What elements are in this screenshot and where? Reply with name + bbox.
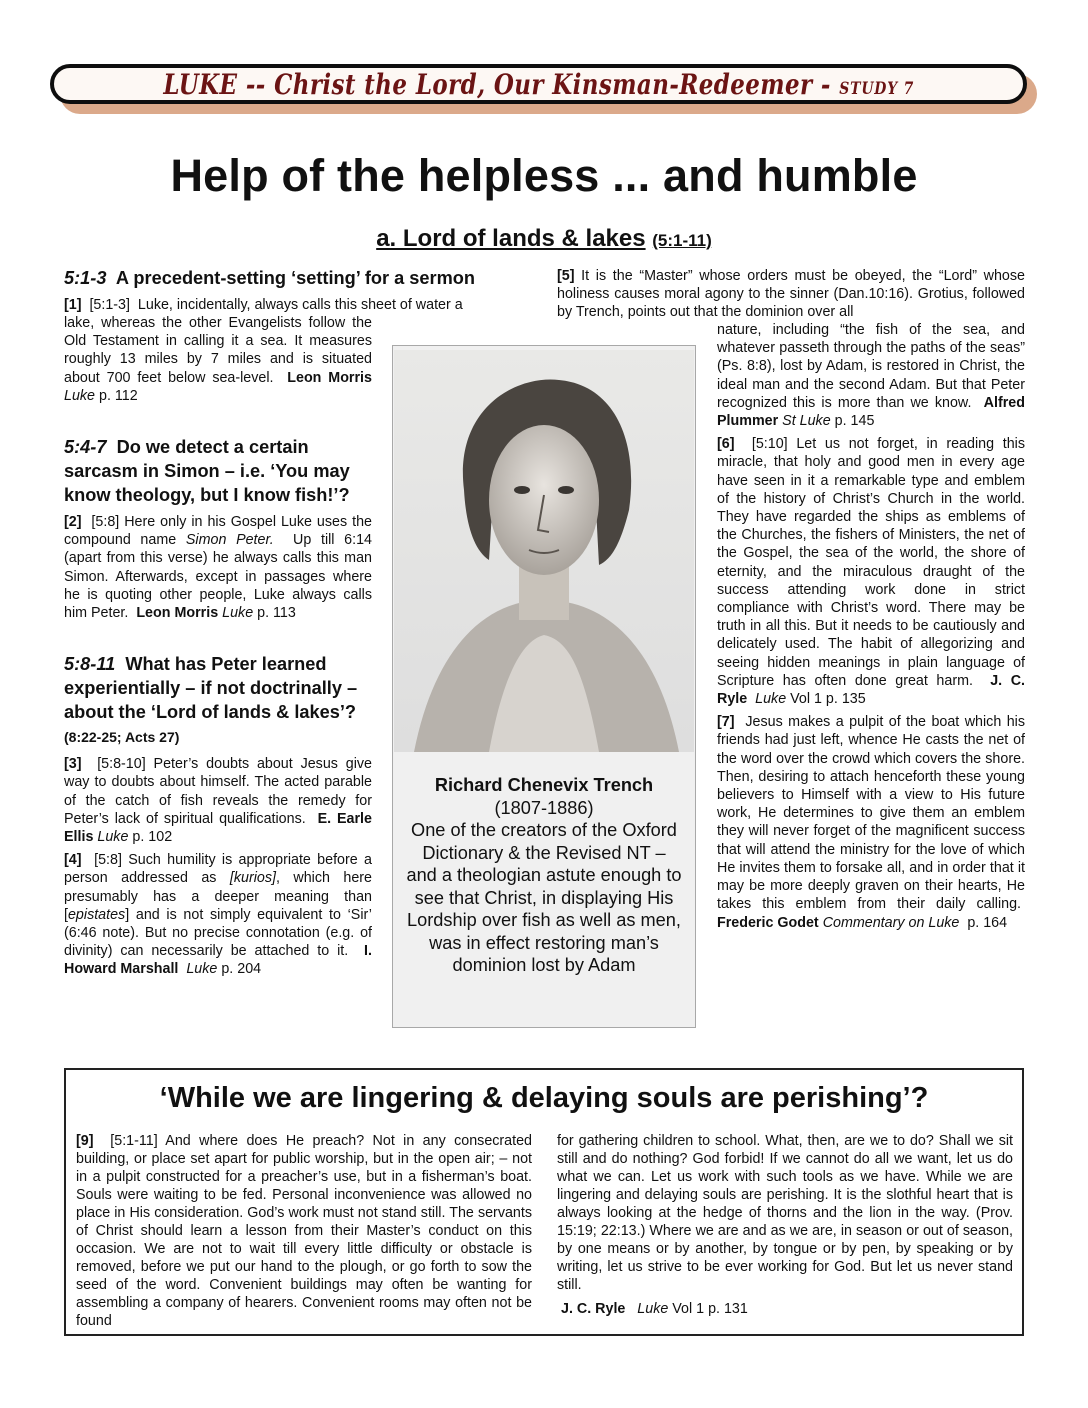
portrait-name: Richard Chenevix Trench: [434, 775, 654, 795]
section-heading-1: 5:1-3 A precedent-setting ‘setting’ for a sermon: [64, 268, 476, 288]
portrait-dates: (1807-1886): [494, 797, 594, 818]
quote-box-left-column: [9] [5:1-11] And where does He preach? Not in any consecrated building, or place set apart for public worship, but in the open air; – not in a pulpit constructed for a preacher’s use, but in a fisherman’s boat. Souls were waiting to be fed. Personal inconvenience was allowed no place in His consideration. God’s work must not stand still. The servants of Christ should learn a lesson from their Master’s conduct on this occasion. We are not to wait till every little difficulty or obstacle is removed, before we put our hand to the plough, or go forth to sow the seed of the word. Convenient buildings may often be wanting for assembling a company of hearers. Convenient rooms may often not be found: [76, 1133, 533, 1329]
note-1-continued: lake, whereas the other Evangelists follow the Old Testament in calling it a sea. It measures roughly 13 miles by 7 miles and is situated about 700 feet below sea-level. Leon Morris Luke p. 112: [64, 315, 372, 404]
note-4: [4] [5:8] Such humility is appropriate before a person addressed as [kurios], which here presumably has a deeper meaning than [epistates] and is not simply equivalent to ‘Sir’ (6:46 note). But no precise connotation (e.g. of divinity) can necessarily be attached to it. I. Howard Marshall Luke p. 204: [64, 852, 372, 978]
quote-box-title: ‘While we are lingering & delaying souls are perishing’?: [159, 1082, 929, 1114]
portrait-engraving-icon: [394, 350, 694, 752]
study-banner: [50, 64, 1027, 104]
banner-title: LUKE -- Christ the Lord, Our Kinsman-Redeemer - STUDY 7: [163, 67, 914, 101]
portrait-image: [394, 350, 694, 752]
quote-box-right-column: for gathering children to school. What, then, are we to do? Shall we sit still and do nothing? God forbid! If we cannot do all we want, let us do what we can. Let us work with such tools as we have. While we are lingering and delaying souls are perishing. It is the slothful heart that is always looking at the hedge of thorns and the lion in the way. (Prov. 15:19; 22:13.) Where we are and as we are, in season or out of season, by one means or by another, by tongue or by pen, by speaking or by writing, let us strive to be ever working for God. But let us never stand still. J. C. Ryle Luke Vol 1 p. 131: [557, 1133, 1013, 1317]
quote-attribution: J. C. Ryle Luke Vol 1 p. 131: [561, 1301, 748, 1317]
section-subtitle: a. Lord of lands & lakes (5:1-11): [376, 225, 712, 252]
note-2: [2] [5:8] Here only in his Gospel Luke uses the compound name Simon Peter. Up till 6:14 (apart from this verse) he always calls this man Simon. Afterwards, except in passages where he is quoting other people, Luke always calls him Peter. Leon Morris Luke p. 113: [64, 514, 372, 622]
right-column: [717, 321, 1025, 937]
left-column-continued: [64, 314, 372, 984]
section-heading-2: 5:4-7 Do we detect a certain sarcasm in Simon – i.e. ‘You may know theology, but I know fish!’?: [64, 437, 350, 506]
left-column: [64, 266, 532, 314]
note-3: [3] [5:8-10] Peter’s doubts about Jesus give way to doubts about himself. The acted parable of the catch of fish reveals the remedy for Peter’s lack of spiritual qualifications. E. Earle Ellis Luke p. 102: [64, 756, 372, 846]
quote-box: [64, 1068, 1024, 1336]
portrait-figure: [392, 345, 696, 1028]
note-7: [7] Jesus makes a pulpit of the boat which his friends had just left, whence He casts the net of the word over the crowd which covers the shore. Then, desiring to attach henceforth these young believers to Himself with a view to His future work, He determines to give them an emblem they will never forget of the magnificent success that will attend the ministry for the love of which He invites them to forsake all, and in order that it may be more deeply graven on their hearts, He takes this emblem from their daily calling. Frederic Godet Commentary on Luke p. 164: [717, 714, 1025, 931]
note-5-continued: nature, including “the fish of the sea, and whatever passeth through the paths of the seas” (Ps. 8:8), lost by Adam, is restored in Christ, the ideal man and the second Adam. But that Peter recognized this is more than we know. Alfred Plummer St Luke p. 145: [717, 322, 1025, 430]
note-1: [1] [5:1-3] Luke, incidentally, always calls this sheet of water a: [64, 297, 463, 313]
study-number: STUDY 7: [838, 78, 914, 99]
right-column-top: [557, 267, 1025, 322]
note-5: [5] It is the “Master” whose orders must be obeyed, the “Lord” whose holiness causes moral agony to the sinner (Dan.10:16). Grotius, followed by Trench, points out that the dominion over all: [557, 268, 1025, 321]
section-heading-3: 5:8-11 What has Peter learned experientially – if not doctrinally – about the ‘Lord of lands & lakes’? (8:22-25; Acts 27): [64, 654, 358, 746]
subtitle-reference: (5:1-11): [652, 231, 712, 250]
note-6: [6] [5:10] Let us not forget, in reading this miracle, that holy and good men in every age have seen in it a remarkable type and emblem of the history of Christ’s Church in the world. They have regarded the ships as emblems of the Churches, the fishers of Ministers, the net of the Gospel, the sea of the world, the shore of eternity, and the miraculous draught of the success attending work done in strict compliance with Christ’s word. There may be truth in all this. But it needs to be cautiously and delicately used. The habit of allegorizing and seeing hidden meanings in plain language of Scripture has often done great harm. J. C. Ryle Luke Vol 1 p. 135: [717, 436, 1026, 708]
portrait-description: One of the creators of the Oxford Dictionary & the Revised NT – and a theologian astute enough to see that Christ, in displaying His Lordship over fish as well as men, was in effect restoring man’s dominion lost by Adam: [406, 820, 682, 975]
portrait-caption: [393, 774, 695, 977]
page-title: Help of the helpless ... and humble: [170, 150, 918, 201]
